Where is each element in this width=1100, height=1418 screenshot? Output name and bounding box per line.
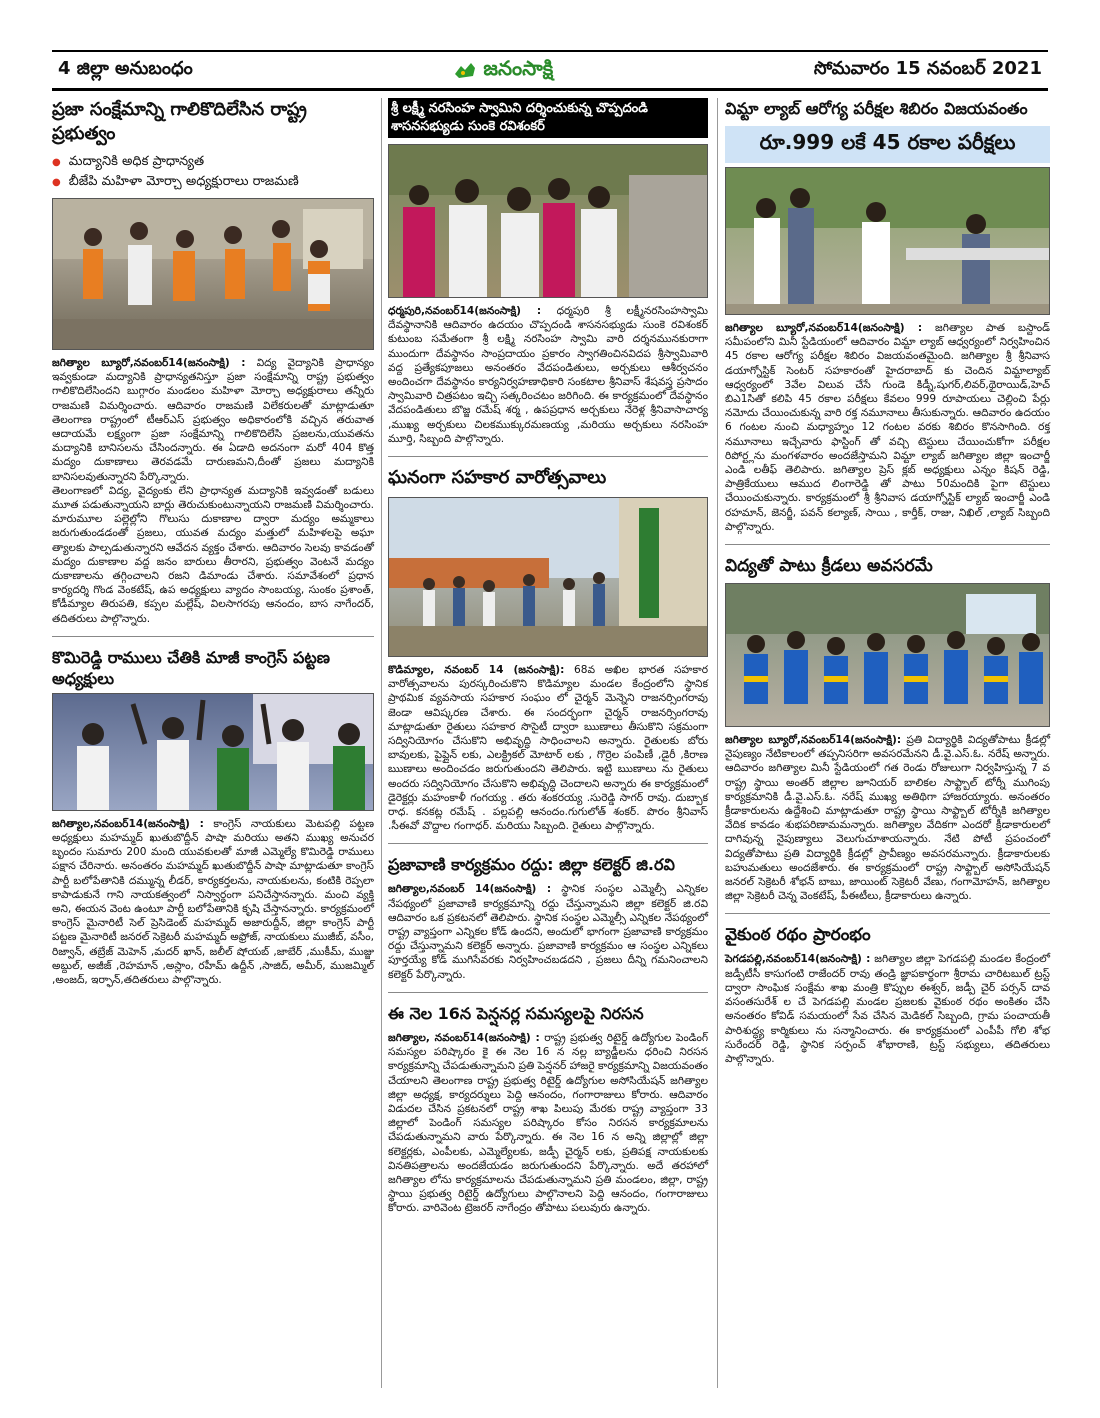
article-temple-visit	[388, 98, 708, 446]
column-2	[388, 98, 708, 1216]
article-body	[725, 733, 1050, 903]
article-paragraph: కాంగ్రెస్ నాయకులు మెటపల్లి పట్టణ అధ్యక్షులు మహమ్మద్ ఖుతుబొద్దీన్ పాషా మరియు అతని ముఖ్య అనుచర బృందం సుమారు 200 మంది యువకులతో మాజీ ఎమ్మెల్యే కొమిరెడ్డి రాములు పక్షాన చేరినారు. అనంతరం మహమ్మద్ ఖుతుబొద్దీన్ పాషా మాట్లాడుతూ కాంగ్రెస్ పార్టీ బలోపేతానికి దమ్మున్న లీడర్, కార్యకర్తలను, నాయకులను, కంటికి రెప్పలా కాపాడుకునే గాని నాయకత్వంలో నిస్వార్థంగా పనిచేస్తానన్నారు. మంచి వ్యక్తి అని, ఈయన వెంట ఉంటూ పార్టీ బలోపేతానికి కృషి చేస్తానన్నారు. కార్యక్రమంలో కాంగ్రెస్ మైనారిటీ సెల్ ప్రెసిడెంట్ మహమ్మద్ అజారుద్దీన్, జిల్లా కాంగ్రెస్ పార్టీ పట్టణ మైనారిటీ జనరల్ సెక్రెటరీ మహమ్మద్ అఫ్రోజ్, నాయకులు ముజీబ్, వసీం, రిజ్వాన్, తబ్రేజ్ మెహెన్ ,మదర్ ఖాన్, జలీల్ షోయబ్ ,జాబేర్ ,ముకీమ్, ముజ్జు అబ్దుల్, అజీజ్ ,రెహమాన్ ,అస్లాం, రహీమ్ ఉద్దీన్ ,సాజిద్, అమీర్, ముజమ్మిల్ ,అంజద్, ఇర్ఫాన్,తదితరులు పాల్గొన్నారు.	[52, 817, 374, 987]
article-body	[725, 321, 1050, 534]
column-1	[52, 98, 374, 987]
article-body	[388, 882, 708, 981]
photo-health-camp	[726, 168, 1050, 315]
article-paragraph: ధర్మపురి శ్రీ లక్ష్మీనరసింహస్వామి దేవస్థానానికి ఆదివారం ఉదయం చొప్పదండి శాసనసభ్యుడు సుంకె రవిశంకర్ కుటుంబ సమేతంగా శ్రీ లక్ష్మి నరసింహ స్వామి వారి దర్శనమునకురాగా ముందుగా దేవస్థానం సాంప్రదాయం ప్రకారం స్వాగతించినవిదప శ్రీస్వామివారి వద్ద ప్రత్యేకపూజలు అనంతరం వేదపండితులు, అర్చకులు ఆశీర్వచనం అందించగా దేవస్థానం కార్యనిర్వహణాధికారి సంకటాల శ్రీనివాస్ శేషవస్త్ర ప్రసాదం స్వామివారి చిత్రపటం ఇచ్చి సత్కరించటం జరిగింది. ఈ కార్యక్రమంలో దేవస్థానం వేదపండితులు బొజ్జ రమేష్ శర్మ , ఉపప్రధాన అర్చకులు నేరెళ్ల శ్రీనివాసాచార్య ,ముఖ్య అర్చకులు చిలకముక్కురమణయ్య ,మరియు అర్చకులు నరసింహ మూర్తి, సిబ్బంది పాల్గొన్నారు.	[388, 305, 708, 445]
article-headline: ఈ నెల 16న పెన్షనర్ల సమస్యలపై నిరసన	[388, 1003, 644, 1023]
article-dateline: పెగడపల్లి,నవంబర్14(జనంసాక్షి) :	[725, 953, 871, 966]
photo-softball-players	[726, 584, 1050, 727]
article-dateline: జగిత్యాల, నవంబర్14(జనంసాక్షి) :	[388, 1031, 540, 1044]
logo	[453, 56, 553, 85]
article-dateline: ధర్మపురి,నవంబర్14(జనంసాక్షి) :	[388, 305, 542, 317]
divider	[388, 843, 708, 844]
article-dateline: జగిత్యాల బ్యూరో,నవంబర్14(జనంసాక్షి) :	[52, 357, 246, 369]
article-body	[725, 952, 1050, 1066]
article-headline: ఘనంగా సహకార వారోత్సవాలు	[388, 467, 607, 489]
article-sports	[725, 555, 1050, 903]
divider	[52, 636, 374, 637]
article-headline: ప్రజావాణి కార్యక్రమం రద్దు: జిల్లా కలెక్టర్ జి.రవి	[388, 855, 675, 875]
article-cooperative-week	[388, 467, 708, 833]
issue-date: సోమవారం 15 నవంబర్ 2021	[813, 57, 1042, 79]
divider	[388, 992, 708, 993]
article-paragraph: 68వ అఖిల భారత సహకార వారోత్సవాలను పురస్కరించుకొని కొడిమ్యాల మండల కేంద్రంలోని స్థానిక ప్రాథమిక వ్యవసాయ సహకార సంఘం లో చైర్మన్ మెన్నెని రాజనర్సింగరావు జెండా ఆవిష్కరణ చేశారు. ఈ సందర్భంగా చైర్మన్ రాజనర్సింగరావు మాట్లాడుతూ రైతులు సహకార సొసైటీ ద్వారా ఋణాలు తీసుకొని సక్రమంగా సద్వినియోగం చేసుకొని అభివృద్ధి సాధించాలని అన్నారు. రైతులకు బోరు బావులకు, పైప్లైన్ లకు, ఎలక్ట్రికల్ మోటార్ లకు , గొర్రెల పంపిణీ ,డైరీ ,కిరాణ ఋణాలు అందించడం జరుగుతుందని తెలిపారు. ఇట్టి ఋణాలు ను రైతులు అందరు సద్వినియోగం చేసుకొని అభివృద్ధి చెందాలని అన్నారు ఈ కార్యక్రమంలో డైరెక్టర్లు మహంకాళీ గంగయ్య . తరు శంకరయ్య .సురెడ్డి సాగర్ రావు. దుబ్బాక రాధ. కనకట్ల రమేష్ . పల్లపల్లి ఆనందం.గుగులోత్ శంకర్. పొరం శ్రీనివాస్ .సీఈవో వొద్దాల గంగాధర్. మరియు సిబ్బంది. రైతులు పాల్గొన్నారు.	[388, 664, 708, 833]
article-paragraph: విద్య వైద్యానికి ప్రాధాన్యం ఇవ్వకుండా మద్యానికి ప్రాధాన్యతనిస్తూ ప్రజా సంక్షేమాన్ని రాష్ట్ర ప్రభుత్వం గాలికొదిలేసిందని బుగ్గారం మండలం మహిళా మోర్చా అధ్యక్షురాలు తన్నీరు రాజమణి విమర్శించారు. ఆదివారం రాజమణి విలేకరులతో మాట్లాడుతూ తెలంగాణ రాష్ట్రంలో టీఆర్ఎస్ ప్రభుత్వం అధికారంలోకి వచ్చిన తరువాత ఆదాయమే లక్ష్యంగా ప్రజా సంక్షేమాన్ని గాలికొదిలేసి ప్రజలను,యువతను మద్యానికి బానిసలను చేసిందన్నారు. ఈ ఏడాది అదనంగా మరో 404 కొత్త మద్యం దుకాణాలు తెరవడమే దారుణమని,దీంతో ప్రజలు మద్యానికి బానిసలవుతున్నారని పేర్కొన్నారు.	[52, 357, 374, 483]
article-paragraph: ప్రతి విద్యార్థికి విద్యతోపాటు క్రీడల్లో నైపుణ్యం నేటికాలంలో తప్పనిసరిగా అవసరమేనని డీ.వై.ఎస్.ఓ. నరేష్ అన్నారు. ఆదివారం జగిత్యాల మినీ స్టేడియంలో గత రెండు రోజులుగా నిర్వహిస్తున్న 7 వ రాష్ట్ర స్థాయి అంతర్ జిల్లాల జూనియర్ బాలికల సాఫ్ట్బాల్ టోర్నీ ముగింపు కార్యక్రమానికి డీ.వై.ఎస్.ఓ. నరేష్ ముఖ్య అతిథిగా హాజరయ్యారు. అనంతరం క్రీడాకారులను ఉద్దేశించి మాట్లాడుతూ రాష్ట్ర స్థాయి సాఫ్ట్బాల్ టోర్నీకి జగిత్యాల వేదిక కావడం శుభపరిణామమన్నారు. జగిత్యాల వేదికగా ఎందరో క్రీడాకారులలో దాగివున్న నైపుణ్యాలు వెలుగుచూశాయన్నారు. నేటి పోటీ ప్రపంచంలో విద్యతోపాటు ప్రతి విద్యార్థికి క్రీడల్లో ప్రావీణ్యం అవసరమన్నారు. క్రీడాకారులకు బహుమతులు అందజేశారు. ఈ కార్యక్రమంలో రాష్ట్ర సాఫ్ట్బాల్ అసోసియేషన్ జనరల్ సెక్రెటరీ శోభన్ బాబు, జాయింట్ సెక్రెటరీ వేణు, గంగామోహన్, జగిత్యాల జిల్లా సెక్రెటరీ చెన్న వెంకటేష్, పీఈటీలు, క్రీడాకారులు ఉన్నారు.	[725, 734, 1051, 903]
photo-flag-hoisting	[389, 498, 708, 657]
article-photo	[52, 198, 374, 350]
article-paragraph: తెలంగాణలో విద్య, వైద్యంకు లేని ప్రాధాన్యత మద్యానికి ఇవ్వడంతో బడులు మూత పడుతున్నాయని బార్లు తెరుచుకుంటున్నాయని రాజమణి విమర్శించారు. మారుమూల పల్లెల్లోని గొలుసు దుకాణాల ద్వారా మద్యం అమ్మకాలు జరుగుతుండడంతో ప్రజలు, యువత మద్యం మత్తులో మహిళలపై అఘా త్యాలకు పాల్పడుతున్నారని ఆవేదన వ్యక్తం చేశారు. ఆదివారం సెలవు కావడంతో మద్యం దుకాణాల వద్ద జనం బారులు తీరారని, ప్రభుత్వం వెంటనే మద్యం దుకాణాలను తగ్గించాలని రజని డిమాండు చేశారు. సమావేశంలో ప్రధాన కార్యదర్శి గొండ వెంకటేష్, ఉప అధ్యక్షులు వ్యాదం సాంబయ్య, సుంకం ప్రశాంత్, కోడీమ్యాల తిరుపతి, కప్పల మల్లేష్, విలసాగరపు ఆనందం, బాస నాగేందర్, తదితరులు పాల్గొన్నారు.	[52, 484, 374, 625]
article-headline: శ్రీ లక్ష్మీ నరసింహ స్వామిని దర్శించుకున్న చొప్పదండి శాసనసభ్యుడు సుంకె రవిశంకర్	[388, 98, 708, 138]
article-body	[388, 1031, 708, 1216]
article-headline: విద్యతో పాటు క్రీడలు అవసరమే	[725, 556, 933, 577]
article-photo	[725, 167, 1050, 315]
column-divider	[381, 98, 382, 1388]
divider	[388, 456, 708, 457]
article-photo	[388, 144, 708, 298]
logo-text: జనంసాక్షి	[483, 55, 554, 80]
masthead	[52, 50, 1048, 91]
divider	[725, 544, 1050, 545]
article-congress	[52, 647, 374, 987]
article-paragraph: జగిత్యాల జిల్లా పెగడపల్లి మండల కేంద్రంలో జడ్పీటీసీ కాసుగంటి రాజేందర్ రావు తండ్రి జ్ఞాపకార్థంగా శ్రీరామ చారిటబుల్ ట్రస్ట్ ద్వారా సాంఘిక సంక్షేమ శాఖ మంత్రి కొప్పుల ఈశ్వర్, జడ్పీ చైర్ పర్సన్ దావ వసంతసురేశ్ ల చే పెగడపల్లి మండల ప్రజలకు వైకుంఠ రథం అంకితం చేసి అనంతరం కోవిడ్ సమయంలో సేవ చేసిన మెడికల్ సిబ్బంది, గ్రామ పంచాయతీ పారిశుద్ధ్య కార్మికులు ను సన్మానించారు. ఈ కార్యక్రమంలో ఎంపీపీ గోలి శోభ సురేందర్ రెడ్డి, స్థానిక సర్పంచ్ శోభారాణి, ట్రస్ట్ సభ్యులు, తదితరులు పాల్గొన్నారు.	[725, 953, 1051, 1065]
article-body	[52, 356, 374, 484]
photo-people-seated	[53, 199, 374, 350]
page-label: 4 జిల్లా అనుబంధం	[58, 57, 193, 79]
column-3	[725, 98, 1050, 1066]
article-body	[388, 663, 708, 833]
article-photo	[725, 583, 1050, 727]
article-vimta-lab	[725, 98, 1050, 534]
article-body	[52, 484, 374, 626]
photo-temple-prayer	[389, 145, 708, 298]
divider	[725, 913, 1050, 914]
article-body	[388, 304, 708, 446]
article-dateline: కొడిమ్యాల, నవంబర్ 14 (జనంసాక్షి):	[388, 664, 565, 677]
hand-logo-icon	[453, 60, 477, 80]
article-dateline: జగిత్యాల,నవంబర్ 14(జనంసాక్షి) :	[388, 883, 552, 896]
article-headline: వైకుంఠ రథం ప్రారంభం	[725, 925, 871, 946]
article-pensioners	[388, 1003, 708, 1216]
article-bullets	[52, 152, 374, 192]
article-welfare	[52, 98, 374, 626]
article-dateline: జగిత్యాల,నవంబర్14(జనంసాక్షి) :	[52, 817, 204, 830]
bullet-item: ● బీజేపి మహిళా మోర్చా అధ్యక్షురాలు రాజమణి	[52, 172, 374, 192]
article-headline: ప్రజా సంక్షేమాన్ని గాలికొదిలేసిన రాష్ట్ర ప్రభుత్వం	[52, 99, 307, 144]
photo-group-raising-hands	[53, 694, 374, 811]
article-subhead: రూ.999 లకే 45 రకాల పరీక్షలు	[725, 126, 1050, 163]
article-photo	[52, 693, 374, 811]
article-dateline: జగిత్యాల బ్యూరో,నవంబర్14(జనంసాక్షి) :	[725, 322, 923, 334]
bullet-item: ● మద్యానికి అధిక ప్రాధాన్యత	[52, 152, 374, 172]
column-divider	[717, 98, 718, 1388]
article-body	[52, 817, 374, 987]
article-headline: విమ్టా ల్యాబ్ ఆరోగ్య పరీక్షల శిబిరం విజయవంతం	[725, 99, 1028, 118]
article-prajavani	[388, 854, 708, 981]
article-vaikuntha-ratham	[725, 924, 1050, 1066]
article-headline: కొమిరెడ్డి రాములు చేతికి మాజీ కాంగ్రెస్ పట్టణ అధ్యక్షులు	[52, 647, 330, 688]
article-dateline: జగిత్యాల బ్యూరో,నవంబర్14(జనంసాక్షి):	[725, 734, 902, 747]
article-photo	[388, 497, 708, 657]
article-paragraph: జగిత్యాల పాత బస్టాండ్ సమీపంలోని మినీ స్టేడియంలో ఆదివారం విమ్టా ల్యాబ్ ఆధ్వర్యంలో నిర్వహించిన 45 రకాల ఆరోగ్య పరీక్షల శిబిరం విజయవంతమైంది. జగిత్యాల శ్రీ శ్రీనివాస డయాగ్నోస్టిక్ సెంటర్ సహకారంతో హైదరాబాద్ కు చెందిన విమ్టాల్యాబ్ ఆధ్వర్యంలో 3వేల విలువ చేసే గుండె కిడ్నీ,షుగర్,లివర్,థైరాయిడ్,హెచ్ బిఎ1సితో కలిపి 45 రకాల పరీక్షలు కేవలం 999 రూపాయలు చెల్లించి పేర్లు నమోదు చేయించుకున్న వారి రక్త నమూనాలు తీసుకున్నారు. ఆదివారం ఉదయం 6 గంటల నుంచి మధ్యాహ్నం 12 గంటల వరకు శిబిరం కొనసాగింది. రక్త నమూనాలు ఇచ్చేవారు ఫాస్టింగ్ తో వచ్చి టెస్టులు చేయించుకోగా పరీక్షల రిపోర్ట్లను మంగళవారం అందజేస్తామని విమ్టా ల్యాబ్ జగిత్యాల జిల్లా ఇంచార్జీ ఎండి లతీఫ్ తెలిపారు. జగిత్యాల ప్రెస్ క్లబ్ అధ్యక్షులు ఎన్నం కిషన్ రెడ్డి, పాత్రికేయులు ఆముద లింగారెడ్డి తో పాటు 50మందికి పైగా టెస్టులు చేయించుకున్నారు. కార్యక్రమంలో శ్రీ శ్రీనివాస డయాగ్నోస్టిక్ ల్యాబ్ ఇంచార్జీ ఎండి రహమాన్, జెనర్జీ, పవన్ కల్యాణ్, సాయి , కార్తీక్, రాజు, నిఖిల్ ,ల్యాబ్ సిబ్బంది పాల్గొన్నారు.	[725, 322, 1050, 533]
article-paragraph: రాష్ట్ర ప్రభుత్వ రిటైర్డ్ ఉద్యోగుల పెండింగ్ సమస్యల పరిష్కారం కై ఈ నెల 16 న నల్ల బ్యాడ్జీలను ధరించి నిరసన కార్యక్రమాన్ని చేపడుతున్నామని ప్రతి పెన్షనర్ హాజరై కార్యక్రమాన్ని విజయవంతం చేయాలని తెలంగాణ రాష్ట్ర ప్రభుత్వ రిటైర్డ్ ఉద్యోగుల అసోసియేషన్ జగిత్యాల జిల్లా అధ్యక్ష, కార్యదర్శులు పెద్ది ఆనందం, గంగారాజులు కోరారు. ఆదివారం విడుదల చేసిన ప్రకటనలో రాష్ట్ర శాఖ పిలుపు మేరకు రాష్ట్ర వ్యాప్తంగా 33 జిల్లాలో పెండింగ్ సమస్యల పరిష్కారం కోసం నిరసన కార్యక్రమాలను చేపడుతున్నామని వారు పేర్కొన్నారు. ఈ నెల 16 న అన్ని జిల్లాల్లో జిల్లా కలెక్టర్లకు, ఎంపీలకు, ఎమ్మెల్యేలకు, జడ్పీ చైర్మన్ లకు, ప్రతిపక్ష నాయకులకు వినతిపత్రాలను అందజేయడం జరుగుతుందని పేర్కొన్నారు. అదే తరహాలో జగిత్యాల లోను కార్యక్రమాలను చేపడుతున్నామని ప్రతి మండలం, జిల్లా, రాష్ట్ర స్థాయి ప్రభుత్వ రిటైర్డ్ ఉద్యోగులు పాల్గొనాలని పెద్ది ఆనందం, గంగారాజులు కోరారు. వారివెంట ట్రెజరర్ నాగేంద్రం తోపాటు పలువురు ఉన్నారు.	[388, 1031, 709, 1215]
article-paragraph: స్థానిక సంస్థల ఎమ్మెల్సీ ఎన్నికల నేపథ్యంలో ప్రజావాణి కార్యక్రమాన్ని రద్దు చేస్తున్నామని జిల్లా కలెక్టర్ జి.రవి ఆదివారం ఒక ప్రకటనలో తెలిపారు. స్థానిక సంస్థల ఎమ్మెల్సీ ఎన్నికల నేపథ్యంలో రాష్ట్ర వ్యాప్తంగా ఎన్నికల కోడ్ ఉందని, అందులో భాగంగా ప్రజావాణి కార్యక్రమం రద్దు చేస్తున్నామని కలెక్టర్ అన్నారు. ప్రజావాణి కార్యక్రమం ఆ సంస్థల ఎన్నికలు పూర్తయ్యే కోడ్ ముగిసేవరకు నిర్వహించబడదని , ప్రజలు దీన్ని గమనించాలని కలెక్టర్ పేర్కొన్నారు.	[388, 883, 708, 981]
